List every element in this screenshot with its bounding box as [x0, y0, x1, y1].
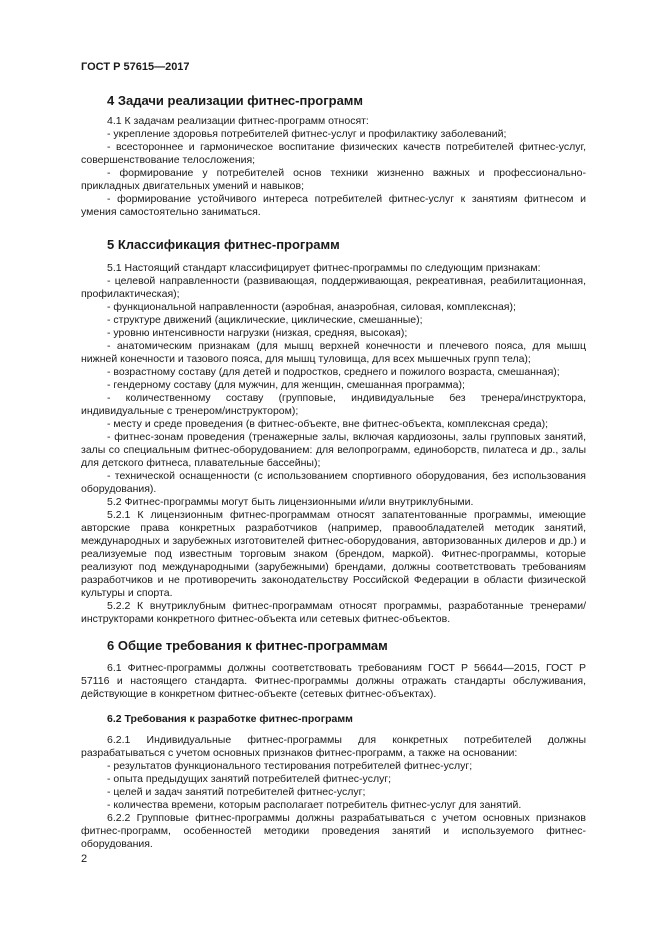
section-4-body — [81, 115, 586, 219]
paragraph: - гендерному составу (для мужчин, для женщин, смешанная программа); — [107, 379, 465, 391]
subsection-6-2-title: 6.2 Требования к разработке фитнес-программ — [107, 713, 353, 725]
running-header: ГОСТ Р 57615—2017 — [81, 61, 190, 73]
paragraph: - возрастному составу (для детей и подростков, среднего и пожилого возраста, смешанная); — [107, 366, 560, 378]
paragraph: - количества времени, которым располагает потребитель фитнес-услуг для занятий. — [107, 799, 522, 811]
paragraph: 5.2 Фитнес-программы могут быть лицензионными и/или внутриклубными. — [107, 496, 474, 508]
paragraph: - структуре движений (ациклические, циклические, смешанные); — [107, 314, 423, 326]
paragraph: 5.2.1 К лицензионным фитнес-программам относят запатентованные программы, имеющие авторские права конкретных разработчиков (например, правообладателей методик занятий, международных и зарубежных изготовителей фитнес-оборудования, авторизованных дилеров и др.) и реализуемые под известным торговым знаком (брендом, маркой). Фитнес-программы, которые реализуют под международными (зарубежными) брендами, должны соответствовать требованиям разработчиков и не противоречить законодательству Российской Федерации в области физической культуры и спорта. — [81, 509, 586, 599]
paragraph: 6.1 Фитнес-программы должны соответствовать требованиям ГОСТ Р 56644—2015, ГОСТ Р 57116 и настоящего стандарта. Фитнес-программы должны отражать стандарты обслуживания, действующие в конкретном фитнес-объекте (сетевых фитнес-объектах). — [81, 662, 586, 700]
paragraph: - функциональной направленности (аэробная, анаэробная, силовая, комплексная); — [107, 301, 516, 313]
paragraph: - укрепление здоровья потребителей фитнес-услуг и профилактику заболеваний; — [107, 128, 507, 140]
paragraph: 6.2.2 Групповые фитнес-программы должны разрабатываться с учетом основных признаков фитнес-программ, особенностей методики проведения занятий и используемого фитнес-оборудования. — [81, 812, 586, 850]
paragraph: 5.2.2 К внутриклубным фитнес-программам относят программы, разработанные тренерами/инструкторами конкретного фитнес-объекта или сетевых фитнес-объектов. — [81, 600, 586, 625]
paragraph: - результатов функционального тестирования потребителей фитнес-услуг; — [107, 760, 473, 772]
paragraph: - технической оснащенности (с использованием спортивного оборудования, без использования оборудования). — [81, 470, 586, 495]
paragraph: 4.1 К задачам реализации фитнес-программ относят: — [107, 115, 369, 127]
paragraph: - всестороннее и гармоническое воспитание физических качеств потребителей фитнес-услуг, совершенствование телосложения; — [81, 141, 586, 166]
section-4-title: 4 Задачи реализации фитнес-программ — [107, 93, 364, 108]
paragraph: - уровню интенсивности нагрузки (низкая, средняя, высокая); — [107, 327, 408, 339]
paragraph: - месту и среде проведения (в фитнес-объекте, вне фитнес-объекта, комплексная среда); — [107, 418, 549, 430]
paragraph: - целей и задач занятий потребителей фитнес-услуг; — [107, 786, 366, 798]
paragraph: - формирование устойчивого интереса потребителей фитнес-услуг к занятиям фитнесом и умения самостоятельно заниматься. — [81, 193, 586, 218]
paragraph: - целевой направленности (развивающая, поддерживающая, рекреативная, реабилитационная, профилактическая); — [81, 275, 586, 300]
paragraph: - фитнес-зонам проведения (тренажерные залы, включая кардиозоны, залы групповых занятий, залы со специальным фитнес-оборудованием: для велопрограмм, единоборств, пилатеса и др., залы для детского фитнеса, плавательные бассейны); — [81, 431, 586, 469]
section-5-body — [81, 262, 586, 626]
section-5-title: 5 Классификация фитнес-программ — [107, 237, 340, 252]
paragraph: 6.2.1 Индивидуальные фитнес-программы для конкретных потребителей должны разрабатываться с учетом основных признаков фитнес-программ, а также на основании: — [81, 734, 586, 759]
paragraph: - опыта предыдущих занятий потребителей фитнес-услуг; — [107, 773, 392, 785]
page-number: 2 — [81, 853, 88, 865]
section-6-title: 6 Общие требования к фитнес-программам — [107, 638, 388, 653]
paragraph: - анатомическим признакам (для мышц верхней конечности и плечевого пояса, для мышц нижней конечности и тазового пояса, для мышц туловища, для всех мышечных групп тела); — [81, 340, 586, 365]
paragraph: - формирование у потребителей основ техники жизненно важных и профессионально-прикладных двигательных умений и навыков; — [81, 167, 586, 192]
paragraph: - количественному составу (групповые, индивидуальные без тренера/инструктора, индивидуальные с тренером/инструктором); — [81, 392, 586, 417]
section-6-body — [81, 662, 586, 701]
paragraph: 5.1 Настоящий стандарт классифицирует фитнес-программы по следующим признакам: — [107, 262, 541, 274]
subsection-6-2-body — [81, 734, 586, 851]
